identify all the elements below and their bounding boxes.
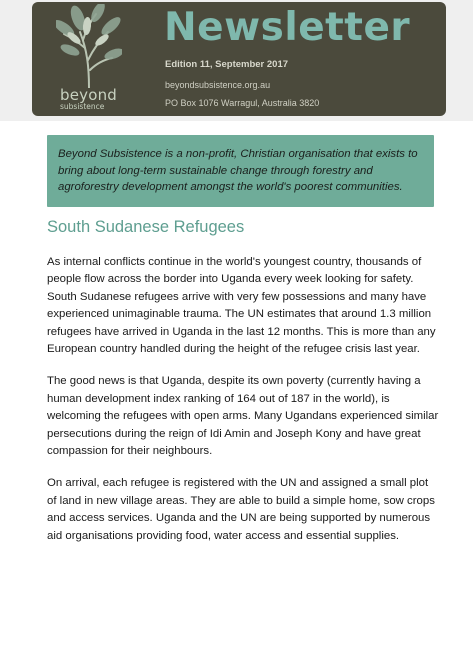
logo: [50, 4, 130, 112]
mission-text: is a non-profit, Christian organisation that exists to bring about long-term sustainable change through forestry and agroforestry development amongst the world's poorest communities.: [58, 148, 418, 193]
newsletter-title: Newsletter: [164, 5, 411, 50]
logo-subtitle: subsistence: [60, 102, 105, 111]
article-paragraph-1: As internal conflicts continue in the world's youngest country, thousands of people flow across the border into Uganda every week looking for safety. South Sudanese refugees arrive with very few possessions and many have experienced unimaginable trauma. The UN estimates that around 1.3 million refugees have arrived in Uganda in the last 12 months. This is more than any European country handled during the height of the refugee crisis last year.: [47, 256, 436, 356]
mission-statement-box: [47, 135, 434, 207]
newsletter-header: [32, 2, 446, 116]
mission-org-name: Beyond Subsistence: [58, 148, 162, 160]
website-link[interactable]: beyondsubsistence.org.au: [165, 80, 271, 90]
article-paragraph-3: On arrival, each refugee is registered with the UN and assigned a small plot of land in new village areas. They are able to build a simple home, sow crops and access services. Uganda and the UN are being supported by numerous aid organisations providing food, water access and essential supplies.: [47, 477, 435, 542]
logo-name: beyond: [60, 86, 118, 104]
article-body: [47, 254, 439, 560]
article-paragraph-2: The good news is that Uganda, despite its own poverty (currently having a human development index ranking of 164 out of 187 in the world), is welcoming the refugees with open arms. Many Ugandans experienced similar persecutions during the reign of Idi Amin and Joseph Kony and have great compassion for their neighbours.: [47, 375, 439, 458]
mission-statement: [58, 146, 426, 196]
edition-info: Edition 11, September 2017: [165, 59, 289, 70]
article-title: South Sudanese Refugees: [47, 218, 245, 236]
tree-leaves-icon: [56, 4, 122, 88]
postal-address: PO Box 1076 Warragul, Australia 3820: [165, 98, 320, 108]
